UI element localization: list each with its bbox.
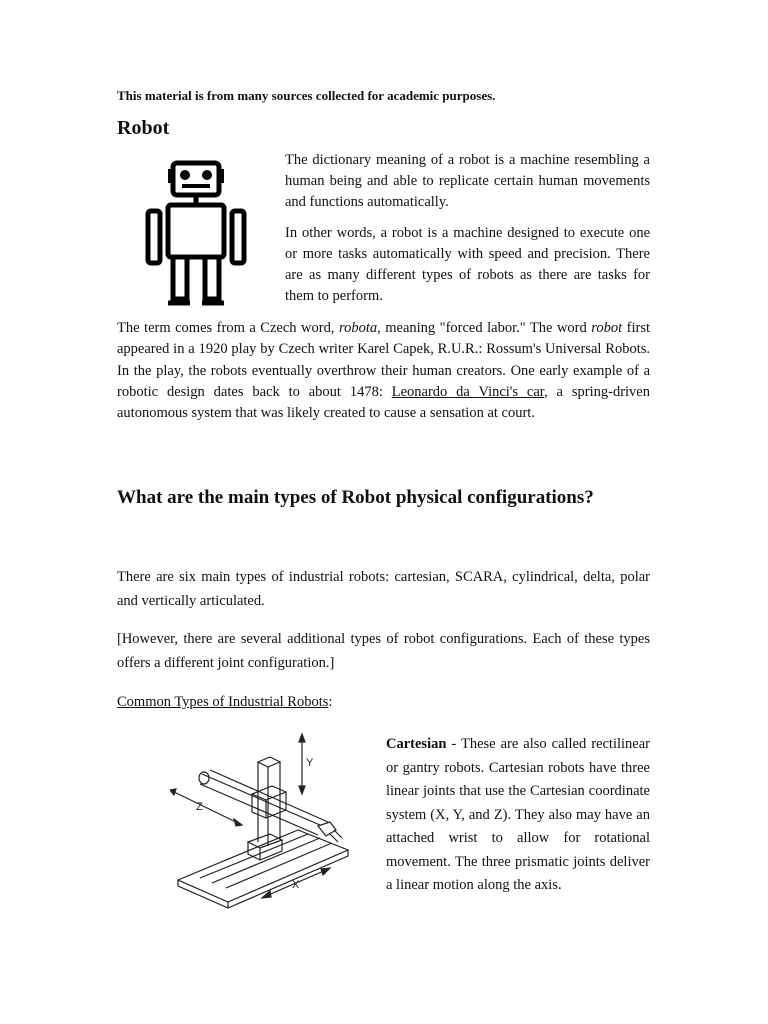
source-note: This material is from many sources collected for academic purposes. [117,88,496,103]
intro-paragraph-1: The dictionary meaning of a robot is a machine resembling a human being and able to replicate certain human movements and functions automatically. [285,152,650,210]
term-origin-paragraph [117,318,650,424]
term-word-robot: robot [591,320,623,336]
term-text-1: The term comes from a Czech word, [117,320,339,336]
y-axis-label: Y [306,757,314,769]
types-paragraph: There are six main types of industrial robots: cartesian, SCARA, cylindrical, delta, polar and vertically articulated. [117,569,650,609]
robot-illustration [140,155,255,310]
section-heading: What are the main types of Robot physical configurations? [117,487,594,508]
term-word-robota: robota [338,320,378,336]
term-text-2: , meaning "forced labor." The word [377,320,592,336]
term-text-4: , a spring-driven autonomous system that was likely created to cause a sensation at court. [117,383,650,422]
common-types-heading [117,694,332,711]
common-types-colon: : [328,694,333,710]
cartesian-robot-illustration [170,730,355,910]
cartesian-term: Cartesian [386,736,447,752]
common-types-label: Common Types of Industrial Robots [117,694,329,710]
page-title: Robot [117,117,170,139]
cartesian-description-text: - These are also called rectilinear or gantry robots. Cartesian robots have three linear joints that use the Cartesian coordinate system (X, Y, and Z). They also may have an attached wrist to allow for rotational movement. The three prismatic joints deliver a linear motion along the axis. [386,736,650,893]
x-axis-label: X [292,879,300,891]
z-axis-label: Z [196,801,203,813]
additional-types-paragraph: [However, there are several additional types of robot configurations. Each of these types offers a different joint configuration.] [117,631,650,671]
intro-text [285,150,650,317]
leonardo-car-link[interactable]: Leonardo da Vinci's car [391,383,545,400]
term-text-3: first appeared in a 1920 play by Czech writer Karel Capek, R.U.R.: Rossum's Universal Robots. In the play, the robots eventually overthrow their human creators. One early example of a robotic design dates back to about 1478: [117,320,651,400]
intro-paragraph-2: In other words, a robot is a machine designed to execute one or more tasks automatically with speed and precision. There are as many different types of robots as there are tasks for them to perform. [285,225,650,304]
cartesian-description [386,733,650,898]
